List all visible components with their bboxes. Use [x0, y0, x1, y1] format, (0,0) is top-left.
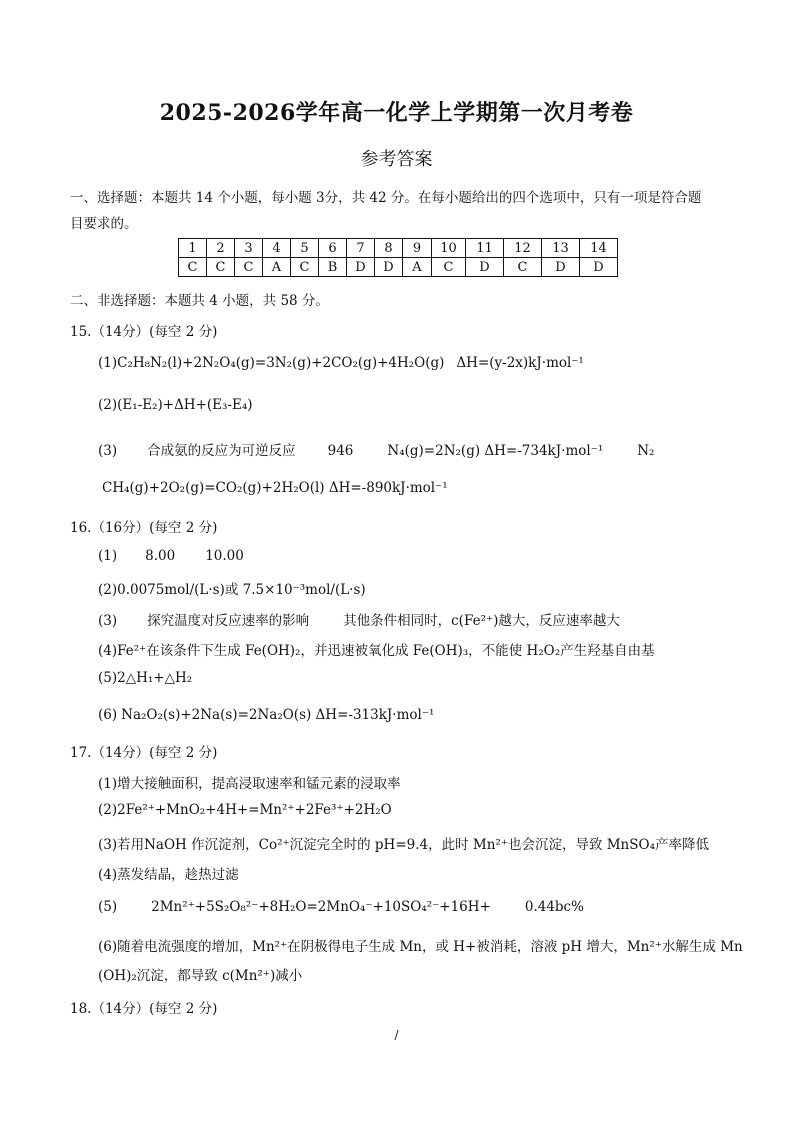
- answer-table-number-cell: 3: [235, 239, 263, 258]
- answer-table-answer-cell: C: [291, 258, 319, 277]
- answer-table-answer-cell: D: [542, 258, 580, 277]
- q17-answer-3: (3)若用NaOH 作沉淀剂，Co²⁺沉淀完全时的 pH=9.4，此时 Mn²⁺也会沉淀，导致 MnSO₄产率降低: [98, 837, 709, 853]
- q15-a3-label: (3): [98, 443, 118, 459]
- q15-a1-equation: C₂H₈N₂(l)+2N₂O₄(g)=3N₂(g)+2CO₂(g)+4H₂O(g): [117, 355, 445, 371]
- answer-table: [178, 238, 618, 277]
- q16-answer-1: [98, 548, 244, 564]
- q16-a3-label: (3): [98, 613, 118, 629]
- q15-a1-enthalpy: ΔH=(y-2x)kJ·mol⁻¹: [456, 355, 584, 371]
- q17-answer-2: (2)2Fe²⁺+MnO₂+4H+=Mn²⁺+2Fe³⁺+2H₂O: [98, 802, 392, 818]
- page-footer: /: [394, 1028, 399, 1042]
- answer-table-answer-cell: D: [347, 258, 375, 277]
- answer-table-number-cell: 8: [375, 239, 403, 258]
- answer-table-answer-cell: A: [403, 258, 432, 277]
- q17-a5-equation: 2Mn²⁺+5S₂O₈²⁻+8H₂O=2MnO₄⁻+10SO₄²⁻+16H+: [151, 899, 491, 915]
- answer-table-answer-cell: C: [207, 258, 235, 277]
- q16-a1-part2: 10.00: [205, 548, 244, 564]
- answer-table-number-cell: 9: [403, 239, 432, 258]
- answer-table-number-cell: 7: [347, 239, 375, 258]
- answer-table-answer-cell: D: [375, 258, 403, 277]
- q17-a5-value: 0.44bc%: [524, 899, 584, 915]
- q17-answer-6-line2: (OH)₂沉淀，都导致 c(Mn²⁺)减小: [98, 968, 303, 984]
- q15-answer-1: [98, 355, 584, 371]
- answer-table-number-cell: 2: [207, 239, 235, 258]
- answer-table-answer-cell: C: [432, 258, 466, 277]
- section1-line2: 目要求的。: [70, 216, 138, 232]
- q16-answer-6: [98, 707, 434, 723]
- q17-answer-6-line1: (6)随着电流强度的增加，Mn²⁺在阴极得电子生成 Mn，或 H+被消耗，溶液 pH 增大，Mn²⁺水解生成 Mn: [98, 939, 743, 955]
- q18-header: 18.（14分）(每空 2 分): [70, 1001, 218, 1017]
- q16-a6-equation: Na₂O₂(s)+2Na(s)=2Na₂O(s) ΔH=-313kJ·mol⁻¹: [121, 707, 435, 723]
- q17-answer-5: [98, 899, 584, 915]
- q17-answer-1: (1)增大接触面积，提高浸取速率和锰元素的浸取率: [98, 776, 401, 792]
- answer-table-number-cell: 5: [291, 239, 319, 258]
- q16-header: 16.（16分）(每空 2 分): [70, 520, 218, 536]
- answer-table-answer-cell: B: [319, 258, 347, 277]
- q15-a3-part2: 946: [327, 443, 354, 459]
- answer-table-number-cell: 4: [263, 239, 291, 258]
- answer-table-answer-cell: C: [504, 258, 542, 277]
- answer-table-answer-row: [179, 258, 618, 277]
- answer-table-number-cell: 11: [466, 239, 504, 258]
- q16-a3-part2: 其他条件相同时，c(Fe²⁺)越大，反应速率越大: [343, 613, 620, 629]
- q15-a3-part3: N₄(g)=2N₂(g) ΔH=-734kJ·mol⁻¹: [387, 443, 604, 459]
- q16-answer-5: (5)2△H₁+△H₂: [98, 670, 193, 686]
- q16-answer-2: (2)0.0075mol/(L·s)或 7.5×10⁻³mol/(L·s): [98, 582, 366, 598]
- answer-table-number-cell: 13: [542, 239, 580, 258]
- q17-a5-label: (5): [98, 899, 118, 915]
- section2-heading: 二、非选择题：本题共 4 小题，共 58 分。: [70, 293, 329, 309]
- answer-table-number-cell: 6: [319, 239, 347, 258]
- answer-table-answer-cell: C: [235, 258, 263, 277]
- answer-table-answer-cell: D: [466, 258, 504, 277]
- answer-table-number-cell: 12: [504, 239, 542, 258]
- q16-a3-part1: 探究温度对反应速率的影响: [147, 613, 310, 629]
- q16-answer-3: [98, 609, 620, 629]
- q15-a3-part4: N₂: [637, 443, 655, 459]
- answer-table-number-cell: 1: [179, 239, 207, 258]
- q15-header: 15.（14分）(每空 2 分): [70, 324, 218, 340]
- q15-answer-3-line2: CH₄(g)+2O₂(g)=CO₂(g)+2H₂O(l) ΔH=-890kJ·mol⁻¹: [102, 480, 448, 496]
- q17-answer-4: (4)蒸发结晶，趁热过滤: [98, 867, 239, 883]
- q17-header: 17.（14分）(每空 2 分): [70, 745, 218, 761]
- page-subtitle: 参考答案: [360, 149, 433, 170]
- page-title: 2025-2026学年高一化学上学期第一次月考卷: [159, 100, 634, 126]
- answer-table-answer-cell: C: [179, 258, 207, 277]
- answer-table-number-cell: 10: [432, 239, 466, 258]
- q16-a1-part1: 8.00: [145, 548, 176, 564]
- q15-a1-label: (1): [98, 355, 118, 371]
- answer-table-answer-cell: A: [263, 258, 291, 277]
- q15-a3-part1: 合成氨的反应为可逆反应: [147, 443, 296, 459]
- q16-a6-label: (6): [98, 707, 118, 723]
- section1-line1: 一、选择题：本题共 14 个小题，每小题 3分，共 42 分。在每小题给出的四个选项中，只有一项是符合题: [70, 190, 702, 206]
- answer-table-answer-cell: D: [580, 258, 618, 277]
- q16-answer-4: (4)Fe²⁺在该条件下生成 Fe(OH)₂，并迅速被氧化成 Fe(OH)₃，不能使 H₂O₂产生羟基自由基: [98, 643, 655, 659]
- q15-answer-3: [98, 439, 654, 459]
- q16-a1-label: (1): [98, 548, 118, 564]
- q15-answer-2: (2)(E₁-E₂)+ΔH+(E₃-E₄): [98, 397, 253, 413]
- answer-table-number-row: [179, 239, 618, 258]
- answer-table-number-cell: 14: [580, 239, 618, 258]
